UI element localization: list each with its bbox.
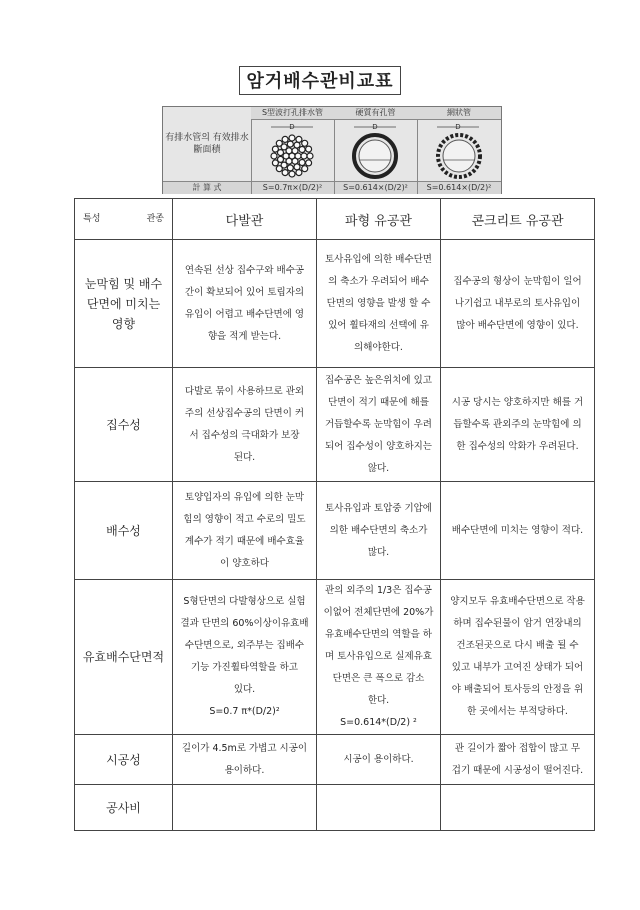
table-row: [75, 580, 595, 735]
row-header-line: 시공성: [106, 752, 141, 767]
cell-line: 있다.: [233, 684, 256, 695]
cell-line: S형단면의 다발형상으로 실험: [183, 596, 306, 607]
table-cell: [317, 580, 441, 735]
row-header: [75, 735, 173, 785]
cell-line: 관 길이가 짧아 접합이 많고 무: [454, 742, 581, 754]
table-cell: [441, 785, 595, 831]
figure-formula: S=0.614×(D/2)²: [426, 183, 492, 192]
cell-line: 다발로 묶이 사용하므로 관외: [184, 385, 305, 397]
cell-line: 힘의 영향이 적고 수로의 밀도: [183, 513, 306, 525]
table-cell: [441, 368, 595, 482]
figure-row-label: 有排水管의 有效排水 斷面積: [163, 107, 252, 181]
corrugated-pipe-icon: [334, 120, 417, 182]
row-header-line: 눈막힘 및 배수: [84, 276, 163, 291]
cell-line: 집수공은 높은위치에 있고: [325, 374, 432, 386]
cell-line: 의한 배수단면의 축소가: [329, 524, 428, 536]
pipe-comparison-figure: [162, 106, 502, 194]
dimension-label: D: [372, 123, 378, 131]
cell-line: 많아 배수단면에 영향이 있다.: [456, 319, 579, 331]
row-header-line: 단면에 미치는: [86, 296, 161, 311]
cell-line: 기능 가진휠타역할을 하고: [191, 662, 298, 673]
table-cell: [173, 240, 317, 368]
table-cell: [173, 735, 317, 785]
cell-line: 한 곳에서는 부적당하다.: [467, 706, 568, 717]
cell-line: 많다.: [367, 546, 390, 558]
mesh-pipe-icon: [417, 120, 501, 182]
cell-line: 된다.: [233, 451, 256, 463]
cell-line: 하며 집수된물이 암거 연장내의: [453, 618, 582, 629]
cell-line: 용이하다.: [224, 764, 265, 776]
table-cell: [317, 482, 441, 580]
table-cell: [441, 580, 595, 735]
cell-line: 나기쉽고 내부로의 토사유입이: [454, 297, 581, 309]
cell-line: 겁기 때문에 시공성이 떨어진다.: [451, 764, 584, 776]
cell-line: 연속된 선상 집수구와 배수공: [184, 264, 305, 276]
column-header: 다발관: [173, 199, 317, 240]
row-header: [75, 368, 173, 482]
table-cell: [441, 735, 595, 785]
cell-line: 토사유입과 토압중 기압에: [325, 502, 432, 514]
cell-line: 건조된곳으로 다시 배출 될 수: [456, 640, 579, 651]
cell-line: 길이가 4.5m로 가볍고 시공이: [181, 742, 308, 754]
dimension-label: D: [289, 123, 295, 131]
cell-line: 한다.: [367, 695, 390, 706]
column-header: 파형 유공관: [317, 199, 441, 240]
cell-line: 결과 단면의 60%이상이유효배: [180, 618, 309, 629]
cell-line: S=0.614*(D/2) ²: [340, 717, 417, 728]
cell-line: 단면이 적기 때문에 해를: [328, 396, 429, 408]
table-cell: [173, 368, 317, 482]
figure-formula: S=0.7π×(D/2)²: [251, 182, 335, 194]
column-header: 콘크리트 유공관: [441, 199, 595, 240]
corner-label-property: 특성: [83, 214, 101, 224]
figure-column-header: S型波打孔排水管: [251, 107, 334, 120]
comparison-table: [74, 198, 595, 831]
table-corner-cell: [75, 199, 173, 240]
cell-line: 며 토사유입으로 실제유효: [325, 651, 432, 662]
figure-column-header: 網狀管: [417, 107, 501, 120]
figure-column-header: 硬質有孔管: [334, 107, 417, 120]
cell-line: 수단면으로, 외주부는 집배수: [184, 640, 305, 651]
cell-line: 시공이 용이하다.: [343, 753, 414, 765]
table-row: [75, 368, 595, 482]
cell-line: 않다.: [367, 462, 390, 474]
cell-line: 되어 집수성이 양호하지는: [325, 440, 432, 452]
cell-line: 듭할수록 관외주의 눈막힘에 의: [453, 418, 582, 430]
table-cell: [441, 482, 595, 580]
figure-column-corrugated: [334, 107, 418, 181]
cell-line: 토사유입에 의한 배수단면: [325, 253, 432, 265]
cell-line: 거듭할수록 눈막힘이 우려: [325, 418, 432, 430]
cell-line: 한 집수성의 악화가 우려된다.: [456, 440, 579, 452]
cell-line: 관의 외주의 1/3은 집수공: [325, 585, 432, 596]
row-header-line: 영향: [111, 316, 136, 331]
table-cell: [173, 580, 317, 735]
cell-line: 계수가 적기 때문에 배수효율: [184, 535, 305, 547]
cell-line: 유입이 어렵고 배수단면에 영: [184, 308, 305, 320]
cell-line: 주의 선상집수공의 단면이 커: [184, 407, 305, 419]
table-cell: [317, 368, 441, 482]
cell-line: 간이 확보되어 있어 토립자의: [184, 286, 305, 298]
cell-line: 집수공의 형상이 눈막힘이 일어: [453, 275, 582, 287]
row-header: [75, 580, 173, 735]
table-row: [75, 482, 595, 580]
row-header-line: 집수성: [106, 417, 141, 432]
cell-line: 양지모두 유효배수단면으로 작용: [450, 596, 585, 607]
cell-line: 있고 내부가 고여진 상태가 되어: [451, 662, 584, 673]
cell-line: 있어 휠타재의 선택에 유: [328, 319, 429, 331]
cell-line: 단면의 영향을 발생 할 수: [326, 297, 431, 309]
figure-column-mesh: [417, 107, 501, 181]
table-cell: [317, 735, 441, 785]
dimension-label: D: [455, 123, 461, 131]
table-cell: [173, 482, 317, 580]
table-row: [75, 240, 595, 368]
page-title: 암거배수관비교표: [0, 66, 640, 95]
table-cell: [317, 785, 441, 831]
cell-line: 향을 적게 받는다.: [207, 330, 282, 342]
figure-column-bundle: [251, 107, 335, 181]
cell-line: 야 배출되어 토사등의 안정을 위: [451, 684, 584, 695]
cell-line: 배수단면에 미치는 영향이 적다.: [451, 524, 584, 536]
table-cell: [441, 240, 595, 368]
cell-line: S=0.7 π*(D/2)²: [209, 706, 280, 717]
row-header: [75, 482, 173, 580]
cell-line: 이 양호하다: [220, 557, 269, 569]
row-header-line: 배수성: [106, 523, 141, 538]
cell-line: 이없어 전체단면에 20%가: [323, 607, 434, 618]
row-header-line: 유효배수단면적: [82, 650, 165, 664]
table-cell: [173, 785, 317, 831]
cell-line: 토양입자의 유입에 의한 눈막: [184, 491, 305, 503]
figure-formula: S=0.614×(D/2)²: [334, 182, 418, 194]
bundle-pipe-icon: [251, 120, 334, 182]
row-header: [75, 240, 173, 368]
table-cell: [317, 240, 441, 368]
table-row: [75, 785, 595, 831]
table-row: [75, 735, 595, 785]
figure-calc-label: 計 算 式: [163, 182, 252, 194]
figure-formula-row: [163, 181, 501, 194]
cell-line: 의해야한다.: [354, 341, 403, 353]
cell-line: 서 집수성의 극대화가 보장: [189, 429, 300, 441]
row-header-line: 공사비: [106, 800, 141, 815]
cell-line: 의 축소가 우려되어 배수: [328, 275, 429, 287]
table-header-row: [75, 199, 595, 240]
row-header: [75, 785, 173, 831]
corner-label-pipe-type: 관종: [146, 214, 164, 224]
cell-line: 유효배수단면의 역할을 하: [325, 629, 432, 640]
cell-line: 시공 당시는 양호하지만 해를 거: [451, 396, 584, 408]
cell-line: 단면은 큰 폭으로 감소: [332, 673, 425, 684]
